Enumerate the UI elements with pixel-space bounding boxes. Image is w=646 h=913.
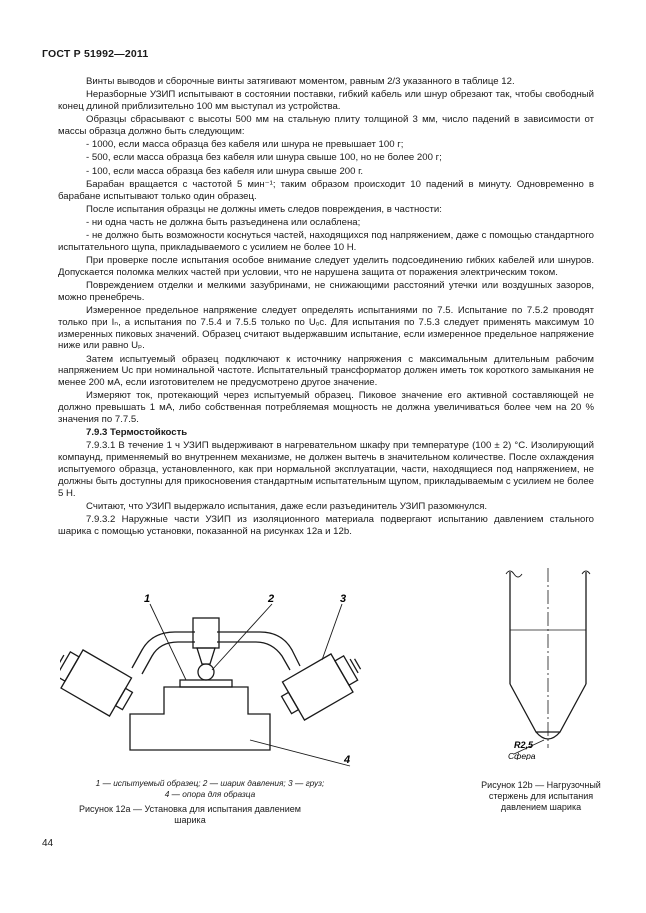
paragraph: Неразборные УЗИП испытывают в состоянии поставки, гибкий кабель или шнур обрезают так, чтобы свободный конец длиной приблизительно 100 мм выступал из устройства.	[58, 89, 594, 112]
label-1: 1	[144, 593, 151, 605]
radius-label: R2,5	[514, 740, 534, 750]
figure-12b-diagram	[478, 568, 628, 760]
paragraph: Измеренное предельное напряжение следует определять испытаниями по 7.5. Испытание по 7.5.2 проводят только при Iₙ, а испытания по 7.5.4 и 7.5.5 только по Uₒc. Для испытания по 7.5.3 следует применять максимум 10 измеренных пиковых значений. Образец считают выдержавшим испытание, если измеренное предельное напряжение ниже или равно Uₚ.	[58, 305, 594, 352]
legend-line-1: 1 — испытуемый образец; 2 — шарик давления; 3 — груз;	[95, 778, 325, 788]
paragraph: Барабан вращается с частотой 5 мин⁻¹; таким образом происходит 10 падений в минуту. Одновременно в барабане испытывают только один образец.	[58, 178, 594, 202]
paragraph: Повреждением отделки и мелкими зазубринами, не снижающими расстояний утечки или воздушных зазоров, можно пренебречь.	[58, 280, 594, 303]
figure-12a-diagram	[60, 590, 380, 780]
body-text	[58, 76, 594, 539]
paragraph: Образцы сбрасывают с высоты 500 мм на стальную плиту толщиной 3 мм, число падений в зависимости от массы образца должно быть следующим:	[58, 114, 594, 137]
paragraph: Считают, что УЗИП выдержало испытания, даже если разъединитель УЗИП разомкнулся.	[86, 500, 488, 512]
paragraph: - ни одна часть не должна быть разъединена или ослаблена;	[86, 216, 361, 228]
paragraph: После испытания образцы не должны иметь следов повреждения, в частности:	[86, 203, 442, 215]
paragraph: - 500, если масса образца без кабеля или шнура свыше 100, но не более 200 г;	[86, 152, 442, 164]
document-header: ГОСТ Р 51992—2011	[42, 48, 149, 60]
paragraph: Винты выводов и сборочные винты затягивают моментом, равным 2/3 указанного в таблице 12.	[86, 76, 515, 87]
figure-12a-legend	[60, 778, 360, 799]
paragraph: 7.9.3.1 В течение 1 ч УЗИП выдерживают в нагревательном шкафу при температуре (100 ± 2) °С. Изолирующий компаунд, применяемый во внутреннем механизме, не должен вытечь в значительном количестве. После охлаждения испытуемого образца, установленного, как при нормальной эксплуатации, части, находящиеся под напряжением, не должны быть доступны для прикосновения стандартным испытательным щупом, прикладываемым с усилием не более 5 Н.	[58, 440, 594, 499]
page-number: 44	[42, 838, 54, 849]
label-4: 4	[344, 754, 351, 766]
paragraph: 7.9.3.2 Наружные части УЗИП из изоляционного материала подвергают испытанию давлением стального шарика с помощью установки, показанной на рисунках 12а и 12b.	[58, 513, 594, 537]
paragraph: 7.9.3 Термостойкость	[86, 427, 188, 439]
figure-12b-caption: Рисунок 12b — Нагрузочный стержень для испытания давлением шарика	[481, 780, 601, 812]
paragraph: - не должно быть возможности коснуться частей, находящихся под напряжением, даже с помощью стандартного испытательного щупа, прикладываемого с усилием не более 10 Н.	[58, 230, 594, 253]
paragraph: Измеряют ток, протекающий через испытуемый образец. Пиковое значение его активной составляющей не должно превышать 1 мА, либо собственная потребляемая мощность не должна увеличиваться более чем на 20 % значения по 7.7.5.	[58, 390, 594, 425]
paragraph: Затем испытуемый образец подключают к источнику напряжения с максимальным длительным рабочим напряжением Uc при номинальной частоте. Испытательный трансформатор должен иметь ток короткого замыкания не менее 200 мА, если изготовителем не предусмотрено другое значение.	[58, 353, 594, 389]
paragraph: - 100, если масса образца без кабеля или шнура свыше 200 г.	[86, 165, 364, 177]
label-2: 2	[268, 593, 275, 605]
label-3: 3	[340, 593, 347, 605]
paragraph: - 1000, если масса образца без кабеля или шнура не превышает 100 г;	[86, 139, 404, 151]
legend-line-2: 4 — опора для образца	[164, 788, 256, 799]
figure-12a-caption: Рисунок 12а — Установка для испытания давлением шарика	[79, 804, 301, 825]
sphere-label: Сфера	[508, 751, 536, 760]
paragraph: При проверке после испытания особое внимание следует уделить подсоединению гибких кабелей или шнуров. Допускается поломка мелких частей при условии, что не нарушена защита от поражения электрическим током.	[58, 255, 594, 278]
